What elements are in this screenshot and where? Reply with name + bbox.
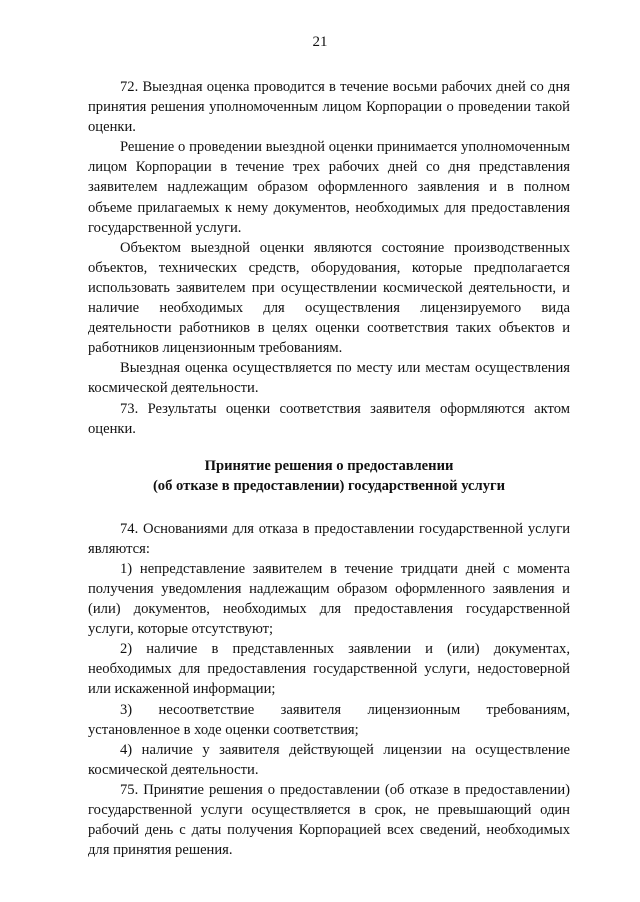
document-body [88, 77, 570, 860]
paragraph-73: 73. Результаты оценки соответствия заявителя оформляются актом оценки. [88, 400, 570, 437]
paragraph-inspection-place: Выездная оценка осуществляется по месту или местам осуществления космической деятельности. [88, 360, 570, 397]
paragraph-72: 72. Выездная оценка проводится в течение восьми рабочих дней со дня принятия решения уполномоченным лицом Корпорации о проведении такой оценки. [88, 79, 570, 136]
section-heading-line-2: (об отказе в предоставлении) государственной услуги [152, 477, 506, 494]
paragraph-inspection-object: Объектом выездной оценки являются состояние производственных объектов, технических средств, оборудования, которые предполагается использовать заявителем при осуществлении космической деятельности, и наличие необходимых для осуществления лицензируемого вида деятельности работников в целях оценки соответствия таких объектов и работников лицензионным требованиям. [88, 239, 570, 357]
list-item-4: 4) наличие у заявителя действующей лицензии на осуществление космической деятельности. [88, 741, 570, 778]
list-item-3: 3) несоответствие заявителя лицензионным требованиям, установленное в ходе оценки соответствия; [88, 701, 570, 738]
paragraph-75: 75. Принятие решения о предоставлении (об отказе в предоставлении) государственной услуги осуществляется в срок, не превышающий один рабочий день с даты получения Корпорацией всех сведений, необходимых для принятия решения. [88, 781, 570, 859]
paragraph-74: 74. Основаниями для отказа в предоставлении государственной услуги являются: [88, 520, 570, 557]
section-heading [88, 456, 570, 496]
paragraph-decision-timing: Решение о проведении выездной оценки принимается уполномоченным лицом Корпорации в течение трех рабочих дней со дня представления заявителем надлежащим образом оформленного заявления и в полном объеме прилагаемых к нему документов, необходимых для предоставления государственной услуги. [88, 139, 570, 236]
list-item-2: 2) наличие в представленных заявлении и (или) документах, необходимых для предоставления государственной услуги, недостоверной или искаженной информации; [88, 641, 570, 698]
section-heading-line-1: Принятие решения о предоставлении [204, 457, 454, 474]
list-item-1: 1) непредставление заявителем в течение тридцати дней с момента получения уведомления надлежащим образом оформленного заявления и (или) документов, необходимых для предоставления государственной услуги, которые отсутствуют; [88, 560, 570, 638]
page-number: 21 [312, 34, 328, 50]
